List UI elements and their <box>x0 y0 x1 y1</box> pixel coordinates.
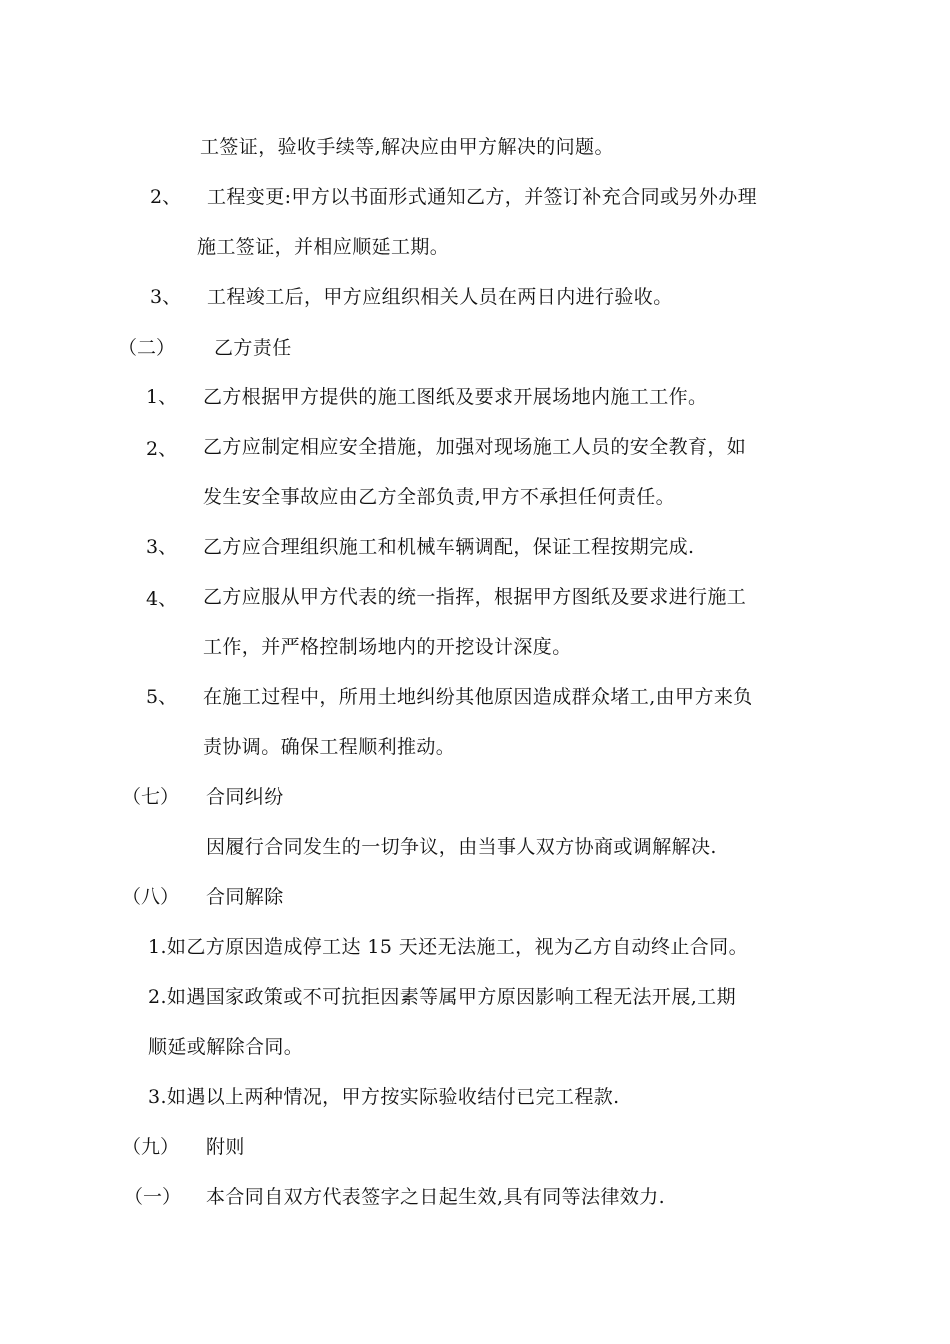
item-text: 乙方应服从甲方代表的统一指挥，根据甲方图纸及要求进行施工 <box>203 586 747 608</box>
item-text-continued: 施工签证，并相应顺延工期。 <box>197 236 450 258</box>
paragraph-line: 工签证，验收手续等,解决应由甲方解决的问题。 <box>200 136 614 158</box>
section-title: 合同解除 <box>206 886 284 908</box>
item-text-continued: 工作，并严格控制场地内的开挖设计深度。 <box>203 636 572 658</box>
item-number: 2、 <box>150 186 182 208</box>
subsection-number: （一） <box>124 1186 182 1208</box>
item-text: 乙方应制定相应安全措施，加强对现场施工人员的安全教育，如 <box>203 436 747 458</box>
clause-line: 1.如乙方原因造成停工达 15 天还无法施工，视为乙方自动终止合同。 <box>148 936 748 958</box>
item-number: 5、 <box>146 686 178 708</box>
subsection-text: 本合同自双方代表签字之日起生效,具有同等法律效力. <box>206 1186 666 1208</box>
item-number: 2、 <box>146 438 178 460</box>
item-text: 乙方应合理组织施工和机械车辆调配，保证工程按期完成. <box>203 536 695 558</box>
section-number: （二） <box>118 337 176 359</box>
item-number: 4、 <box>146 588 178 610</box>
item-number: 3、 <box>150 286 182 308</box>
clause-line-continued: 顺延或解除合同。 <box>148 1036 304 1058</box>
item-number: 3、 <box>146 536 178 558</box>
section-body: 因履行合同发生的一切争议，由当事人双方协商或调解解决. <box>206 836 717 858</box>
section-number: （九） <box>122 1136 180 1158</box>
section-number: （八） <box>122 886 180 908</box>
item-number: 1、 <box>146 386 178 408</box>
section-title: 合同纠纷 <box>206 786 284 808</box>
item-text: 乙方根据甲方提供的施工图纸及要求开展场地内施工工作。 <box>203 386 708 408</box>
item-text-continued: 责协调。确保工程顺利推动。 <box>203 736 456 758</box>
section-title: 附则 <box>206 1136 245 1158</box>
clause-line: 2.如遇国家政策或不可抗拒因素等属甲方原因影响工程无法开展,工期 <box>148 986 736 1008</box>
section-title: 乙方责任 <box>214 337 292 359</box>
item-text-continued: 发生安全事故应由乙方全部负责,甲方不承担任何责任。 <box>203 486 676 508</box>
item-text: 在施工过程中，所用土地纠纷其他原因造成群众堵工,由甲方来负 <box>203 686 753 708</box>
section-number: （七） <box>122 786 180 808</box>
item-text: 工程竣工后，甲方应组织相关人员在两日内进行验收。 <box>207 286 673 308</box>
item-text: 工程变更:甲方以书面形式通知乙方，并签订补充合同或另外办理 <box>207 186 758 208</box>
clause-line: 3.如遇以上两种情况，甲方按实际验收结付已完工程款. <box>148 1086 620 1108</box>
